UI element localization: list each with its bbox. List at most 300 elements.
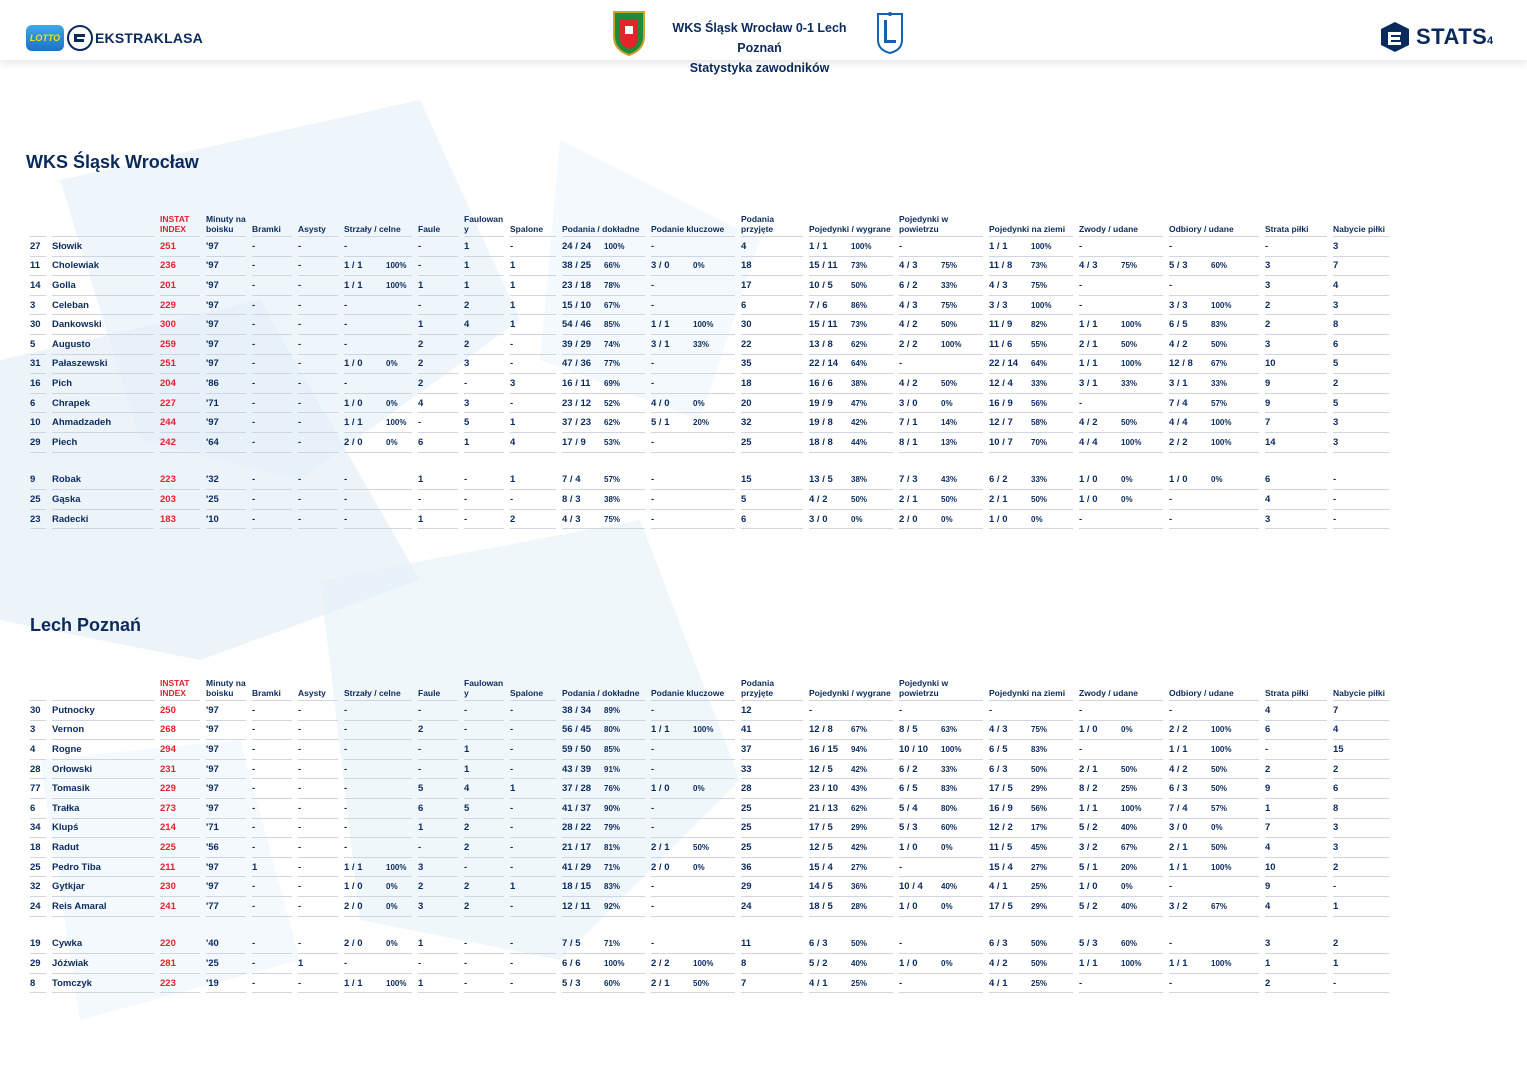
- stat-value: -: [899, 938, 903, 950]
- stat-pair-cell: [899, 374, 983, 394]
- shirt-number: 29: [30, 433, 46, 453]
- instat-index: 294: [160, 740, 200, 760]
- stat-cell: -: [510, 819, 556, 839]
- instat-index: 242: [160, 433, 200, 453]
- stat-pair-cell: [1169, 257, 1259, 277]
- stat-pair-cell: [1079, 897, 1163, 917]
- minutes-played: '97: [206, 740, 246, 760]
- stat-pair-cell: [989, 276, 1073, 296]
- stat-pair-cell: [344, 701, 412, 721]
- stat-pair-cell: [1079, 433, 1163, 453]
- column-header: Faulowan y: [464, 208, 504, 237]
- stat-pair-cell: [651, 858, 735, 878]
- stat-pair-cell: [344, 374, 412, 394]
- stat-percentage: 60%: [604, 978, 621, 988]
- stat-pair-cell: [562, 296, 645, 316]
- stat-cell: -: [464, 974, 504, 994]
- stat-pair-cell: [899, 394, 983, 414]
- stat-cell: -: [298, 740, 338, 760]
- stat-cell: 1: [464, 433, 504, 453]
- stat-cell: 2: [464, 819, 504, 839]
- minutes-played: '97: [206, 721, 246, 741]
- stat-percentage: 100%: [1211, 418, 1232, 428]
- stat-pair-cell: [562, 510, 645, 530]
- stat-value: 23 / 10: [809, 783, 839, 795]
- player-name: Vernon: [52, 721, 154, 741]
- stat-pair-cell: [899, 471, 983, 491]
- stat-cell: 6: [741, 510, 803, 530]
- stat-pair-cell: [1079, 760, 1163, 780]
- stat-pair-cell: [809, 877, 893, 897]
- shirt-number: 24: [30, 897, 46, 917]
- stat-value: 11 / 5: [989, 841, 1013, 853]
- stat-cell: 2: [1333, 858, 1389, 878]
- stat-cell: 7: [1333, 701, 1389, 721]
- instat-index: 250: [160, 701, 200, 721]
- stat-pair-cell: [1079, 819, 1163, 839]
- shirt-number: 27: [30, 237, 46, 257]
- stat-pair-cell: [344, 510, 412, 530]
- stat-pair-cell: [651, 394, 735, 414]
- stat-cell: -: [252, 954, 292, 974]
- shirt-number: 29: [30, 954, 46, 974]
- substitutes-spacer: [30, 453, 1389, 471]
- stat-pair-cell: [344, 779, 412, 799]
- stat-percentage: 57%: [1211, 803, 1228, 813]
- stat-cell: 6: [418, 799, 458, 819]
- stat-cell: 1: [510, 315, 556, 335]
- stat-pair-cell: [1079, 394, 1163, 414]
- stat-value: -: [651, 881, 655, 893]
- stat-percentage: 25%: [851, 978, 868, 988]
- stat-pair-cell: [651, 819, 735, 839]
- player-row: [30, 413, 1389, 433]
- player-name: Cywka: [52, 935, 154, 955]
- stat-cell: 9: [1265, 374, 1327, 394]
- stat-cell: -: [510, 897, 556, 917]
- stat-cell: -: [418, 740, 458, 760]
- spacer-cell: [30, 453, 1389, 471]
- table-header-row: [30, 208, 1389, 237]
- substitute-row: [30, 935, 1389, 955]
- shirt-number: 25: [30, 490, 46, 510]
- column-header: Odbiory / udane: [1169, 208, 1259, 237]
- stat-cell: 15: [1333, 740, 1389, 760]
- stat-cell: -: [510, 954, 556, 974]
- stat-pair-cell: [899, 296, 983, 316]
- stat-pair-cell: [1169, 315, 1259, 335]
- stat-pair-cell: [651, 471, 735, 491]
- stat-value: 1 / 0: [899, 841, 918, 853]
- stat-value: 1 / 0: [1079, 881, 1098, 893]
- stat-value: 4 / 3: [989, 279, 1008, 291]
- stat-cell: 20: [741, 394, 803, 414]
- stat-percentage: 100%: [851, 241, 872, 251]
- stat-percentage: 43%: [941, 475, 958, 485]
- page-number: 4: [1487, 35, 1494, 47]
- minutes-played: '19: [206, 974, 246, 994]
- stat-percentage: 50%: [1031, 494, 1048, 504]
- stat-value: 1 / 1: [1169, 743, 1188, 755]
- substitute-row: [30, 510, 1389, 530]
- stat-percentage: 64%: [1031, 359, 1048, 369]
- stat-cell: 6: [1333, 335, 1389, 355]
- stat-percentage: 77%: [604, 359, 621, 369]
- stat-pair-cell: [562, 721, 645, 741]
- stat-percentage: 100%: [1211, 437, 1232, 447]
- stat-cell: -: [418, 701, 458, 721]
- stat-pair-cell: [1169, 490, 1259, 510]
- stat-percentage: 81%: [604, 842, 621, 852]
- stat-percentage: 0%: [693, 784, 705, 794]
- team-stats-table-home: [24, 208, 1395, 529]
- stat-value: 3 / 1: [1169, 377, 1188, 389]
- stat-cell: 9: [1265, 394, 1327, 414]
- stats-logo: [1378, 20, 1487, 54]
- stat-pair-cell: [562, 237, 645, 257]
- stat-cell: 3: [464, 355, 504, 375]
- stat-value: 13 / 8: [809, 338, 833, 350]
- column-header: Faule: [418, 208, 458, 237]
- player-row: [30, 394, 1389, 414]
- minutes-played: '97: [206, 877, 246, 897]
- stat-cell: 8: [1333, 315, 1389, 335]
- column-header: Strzały / celne: [344, 672, 412, 701]
- stat-value: -: [344, 240, 348, 252]
- stat-value: 21 / 13: [809, 802, 839, 814]
- minutes-played: '97: [206, 296, 246, 316]
- stat-cell: -: [252, 779, 292, 799]
- player-name: Pedro Tiba: [52, 858, 154, 878]
- stat-value: -: [651, 493, 655, 505]
- player-name: Augusto: [52, 335, 154, 355]
- stat-percentage: 100%: [693, 958, 714, 968]
- stat-cell: 37: [741, 740, 803, 760]
- stat-pair-cell: [344, 897, 412, 917]
- stat-pair-cell: [899, 740, 983, 760]
- stat-pair-cell: [344, 394, 412, 414]
- stat-pair-cell: [344, 974, 412, 994]
- stat-percentage: 29%: [851, 823, 868, 833]
- stat-cell: 18: [741, 257, 803, 277]
- player-row: [30, 721, 1389, 741]
- stat-pair-cell: [899, 858, 983, 878]
- stat-value: 5 / 3: [562, 977, 581, 989]
- stat-pair-cell: [899, 954, 983, 974]
- stat-cell: 1: [464, 237, 504, 257]
- stat-pair-cell: [809, 335, 893, 355]
- stat-pair-cell: [651, 838, 735, 858]
- stat-cell: 30: [741, 315, 803, 335]
- stat-cell: 3: [1333, 413, 1389, 433]
- stat-percentage: 100%: [693, 320, 714, 330]
- stat-pair-cell: [1169, 701, 1259, 721]
- stat-pair-cell: [1169, 858, 1259, 878]
- shirt-number: 16: [30, 374, 46, 394]
- stat-pair-cell: [1169, 740, 1259, 760]
- stat-pair-cell: [562, 799, 645, 819]
- stat-pair-cell: [809, 315, 893, 335]
- stat-percentage: 56%: [1031, 398, 1048, 408]
- stat-percentage: 50%: [1121, 339, 1138, 349]
- stat-value: 1 / 0: [899, 957, 918, 969]
- stat-value: 4 / 2: [1169, 763, 1188, 775]
- stat-percentage: 40%: [941, 882, 958, 892]
- stat-value: -: [344, 299, 348, 311]
- stat-pair-cell: [344, 413, 412, 433]
- stat-percentage: 33%: [1121, 378, 1138, 388]
- stat-value: 6 / 3: [989, 938, 1008, 950]
- stat-cell: 1: [464, 276, 504, 296]
- stat-value: 4 / 1: [809, 977, 828, 989]
- stat-percentage: 75%: [604, 514, 621, 524]
- stat-cell: -: [418, 237, 458, 257]
- stat-pair-cell: [989, 740, 1073, 760]
- stat-pair-cell: [344, 471, 412, 491]
- stat-percentage: 100%: [1211, 744, 1232, 754]
- stat-pair-cell: [809, 740, 893, 760]
- stat-value: 47 / 36: [562, 358, 592, 370]
- stat-pair-cell: [651, 760, 735, 780]
- stat-pair-cell: [344, 355, 412, 375]
- stat-percentage: 53%: [604, 437, 621, 447]
- stat-percentage: 0%: [941, 514, 953, 524]
- stat-value: -: [899, 861, 903, 873]
- minutes-played: '40: [206, 935, 246, 955]
- stat-percentage: 62%: [851, 339, 868, 349]
- stat-value: -: [1169, 881, 1173, 893]
- stat-cell: 4: [1265, 490, 1327, 510]
- stat-pair-cell: [1169, 954, 1259, 974]
- stat-cell: -: [252, 877, 292, 897]
- stat-pair-cell: [989, 701, 1073, 721]
- stat-value: 4 / 0: [651, 397, 670, 409]
- stat-cell: 5: [1333, 394, 1389, 414]
- stat-percentage: 0%: [1121, 494, 1133, 504]
- instat-index: 211: [160, 858, 200, 878]
- stat-value: 6 / 3: [1169, 783, 1188, 795]
- stat-percentage: 50%: [1211, 764, 1228, 774]
- stat-value: 4 / 3: [1079, 260, 1098, 272]
- stat-value: -: [344, 377, 348, 389]
- stat-value: 1 / 0: [344, 397, 363, 409]
- stat-cell: 1: [418, 471, 458, 491]
- stat-percentage: 100%: [693, 725, 714, 735]
- stat-value: 5 / 4: [899, 802, 918, 814]
- stat-value: 2 / 2: [899, 338, 918, 350]
- stat-pair-cell: [809, 838, 893, 858]
- stat-pair-cell: [1169, 413, 1259, 433]
- stat-value: 1 / 1: [344, 861, 363, 873]
- stat-cell: -: [298, 838, 338, 858]
- player-name: Rogne: [52, 740, 154, 760]
- stat-cell: 8: [741, 954, 803, 974]
- player-name: Cholewiak: [52, 257, 154, 277]
- stat-value: -: [1169, 513, 1173, 525]
- column-header: Pojedynki na ziemi: [989, 208, 1073, 237]
- stat-percentage: 58%: [1031, 418, 1048, 428]
- stat-percentage: 36%: [851, 882, 868, 892]
- stat-cell: -: [252, 394, 292, 414]
- stat-pair-cell: [651, 510, 735, 530]
- stat-value: 1 / 0: [989, 513, 1008, 525]
- column-header: Podanie kluczowe: [651, 672, 735, 701]
- stat-pair-cell: [1169, 721, 1259, 741]
- stat-cell: -: [510, 490, 556, 510]
- stat-value: 3 / 2: [1169, 900, 1188, 912]
- stat-value: -: [1079, 397, 1083, 409]
- stat-value: -: [899, 358, 903, 370]
- stat-value: 5 / 2: [809, 957, 828, 969]
- stat-percentage: 100%: [1211, 958, 1232, 968]
- stat-value: 2 / 0: [344, 938, 363, 950]
- stat-cell: -: [252, 471, 292, 491]
- stat-percentage: 0%: [1121, 475, 1133, 485]
- stat-pair-cell: [651, 413, 735, 433]
- spacer-cell: [30, 917, 1389, 935]
- stat-cell: 8: [1333, 799, 1389, 819]
- slask-crest-icon: [612, 10, 646, 56]
- stat-cell: 35: [741, 355, 803, 375]
- player-name: Trałka: [52, 799, 154, 819]
- instat-index: 268: [160, 721, 200, 741]
- stat-cell: 1: [418, 276, 458, 296]
- stat-percentage: 40%: [1121, 901, 1138, 911]
- stat-percentage: 100%: [941, 744, 962, 754]
- instat-index: 227: [160, 394, 200, 414]
- stat-cell: 1: [1265, 799, 1327, 819]
- stat-value: 3 / 0: [1169, 822, 1188, 834]
- stat-cell: 1: [418, 510, 458, 530]
- stat-value: -: [1169, 704, 1173, 716]
- stat-percentage: 45%: [1031, 842, 1048, 852]
- stat-percentage: 14%: [941, 418, 958, 428]
- stat-percentage: 50%: [1031, 764, 1048, 774]
- stat-value: -: [1079, 743, 1083, 755]
- stat-cell: 3: [1333, 433, 1389, 453]
- stat-cell: 2: [510, 510, 556, 530]
- stat-pair-cell: [809, 471, 893, 491]
- stat-pair-cell: [899, 974, 983, 994]
- minutes-played: '25: [206, 490, 246, 510]
- stat-value: 16 / 9: [989, 802, 1013, 814]
- stat-pair-cell: [1079, 490, 1163, 510]
- stat-percentage: 64%: [851, 359, 868, 369]
- stat-pair-cell: [651, 740, 735, 760]
- stat-pair-cell: [989, 433, 1073, 453]
- column-header: Pojedynki na ziemi: [989, 672, 1073, 701]
- stat-value: -: [344, 763, 348, 775]
- stat-pair-cell: [809, 374, 893, 394]
- stat-value: -: [1079, 704, 1083, 716]
- instat-index: 259: [160, 335, 200, 355]
- stat-value: -: [344, 338, 348, 350]
- stat-percentage: 66%: [604, 261, 621, 271]
- column-header: Strzały / celne: [344, 208, 412, 237]
- stat-value: 41 / 29: [562, 861, 592, 873]
- stat-pair-cell: [562, 740, 645, 760]
- stat-percentage: 100%: [386, 862, 407, 872]
- stat-cell: -: [464, 858, 504, 878]
- stat-percentage: 50%: [693, 978, 710, 988]
- lech-crest-icon: [876, 10, 904, 54]
- stat-percentage: 42%: [851, 418, 868, 428]
- stat-percentage: 89%: [604, 705, 621, 715]
- stat-cell: -: [464, 510, 504, 530]
- instat-index: 251: [160, 355, 200, 375]
- stat-percentage: 50%: [941, 378, 958, 388]
- stat-pair-cell: [1079, 355, 1163, 375]
- stat-value: 7 / 3: [899, 474, 918, 486]
- stat-percentage: 85%: [604, 744, 621, 754]
- stat-pair-cell: [651, 701, 735, 721]
- stat-pair-cell: [344, 954, 412, 974]
- stat-pair-cell: [989, 838, 1073, 858]
- stat-pair-cell: [1169, 974, 1259, 994]
- stat-cell: 2: [418, 721, 458, 741]
- stat-value: 6 / 2: [899, 763, 918, 775]
- stat-value: 4 / 2: [989, 957, 1008, 969]
- stat-percentage: 13%: [941, 437, 958, 447]
- shirt-number: 30: [30, 701, 46, 721]
- stat-cell: 2: [464, 335, 504, 355]
- shirt-number: 77: [30, 779, 46, 799]
- instat-index: 223: [160, 471, 200, 491]
- stat-cell: 28: [741, 779, 803, 799]
- stat-cell: -: [252, 974, 292, 994]
- stat-percentage: 38%: [851, 378, 868, 388]
- e-stats-icon: [1378, 20, 1412, 54]
- stat-cell: -: [252, 355, 292, 375]
- stat-pair-cell: [899, 877, 983, 897]
- stat-percentage: 94%: [851, 744, 868, 754]
- stat-cell: 1: [418, 974, 458, 994]
- stat-value: 3 / 3: [989, 299, 1008, 311]
- stat-percentage: 100%: [1211, 862, 1232, 872]
- stat-pair-cell: [1169, 355, 1259, 375]
- stat-pair-cell: [1169, 394, 1259, 414]
- stat-cell: 29: [741, 877, 803, 897]
- stat-percentage: 100%: [941, 339, 962, 349]
- stat-pair-cell: [651, 799, 735, 819]
- stat-cell: 3: [1333, 838, 1389, 858]
- stat-pair-cell: [809, 954, 893, 974]
- stat-pair-cell: [344, 237, 412, 257]
- column-header: [30, 208, 46, 237]
- stat-value: 19 / 8: [809, 417, 833, 429]
- stat-value: 17 / 5: [989, 900, 1013, 912]
- stat-pair-cell: [1079, 858, 1163, 878]
- stat-value: 14 / 5: [809, 881, 833, 893]
- stat-value: 5 / 1: [651, 417, 670, 429]
- stat-pair-cell: [651, 315, 735, 335]
- stat-cell: -: [1265, 740, 1327, 760]
- stat-pair-cell: [809, 296, 893, 316]
- stat-pair-cell: [1079, 315, 1163, 335]
- stat-pair-cell: [1079, 257, 1163, 277]
- stat-value: -: [1169, 493, 1173, 505]
- stat-percentage: 0%: [693, 261, 705, 271]
- stat-cell: 1: [510, 296, 556, 316]
- stat-pair-cell: [562, 433, 645, 453]
- stat-value: 15 / 4: [809, 861, 833, 873]
- player-name: Orłowski: [52, 760, 154, 780]
- stat-pair-cell: [651, 490, 735, 510]
- stat-value: 4 / 3: [899, 260, 918, 272]
- stat-pair-cell: [989, 935, 1073, 955]
- stat-cell: 1: [510, 257, 556, 277]
- stat-percentage: 79%: [604, 823, 621, 833]
